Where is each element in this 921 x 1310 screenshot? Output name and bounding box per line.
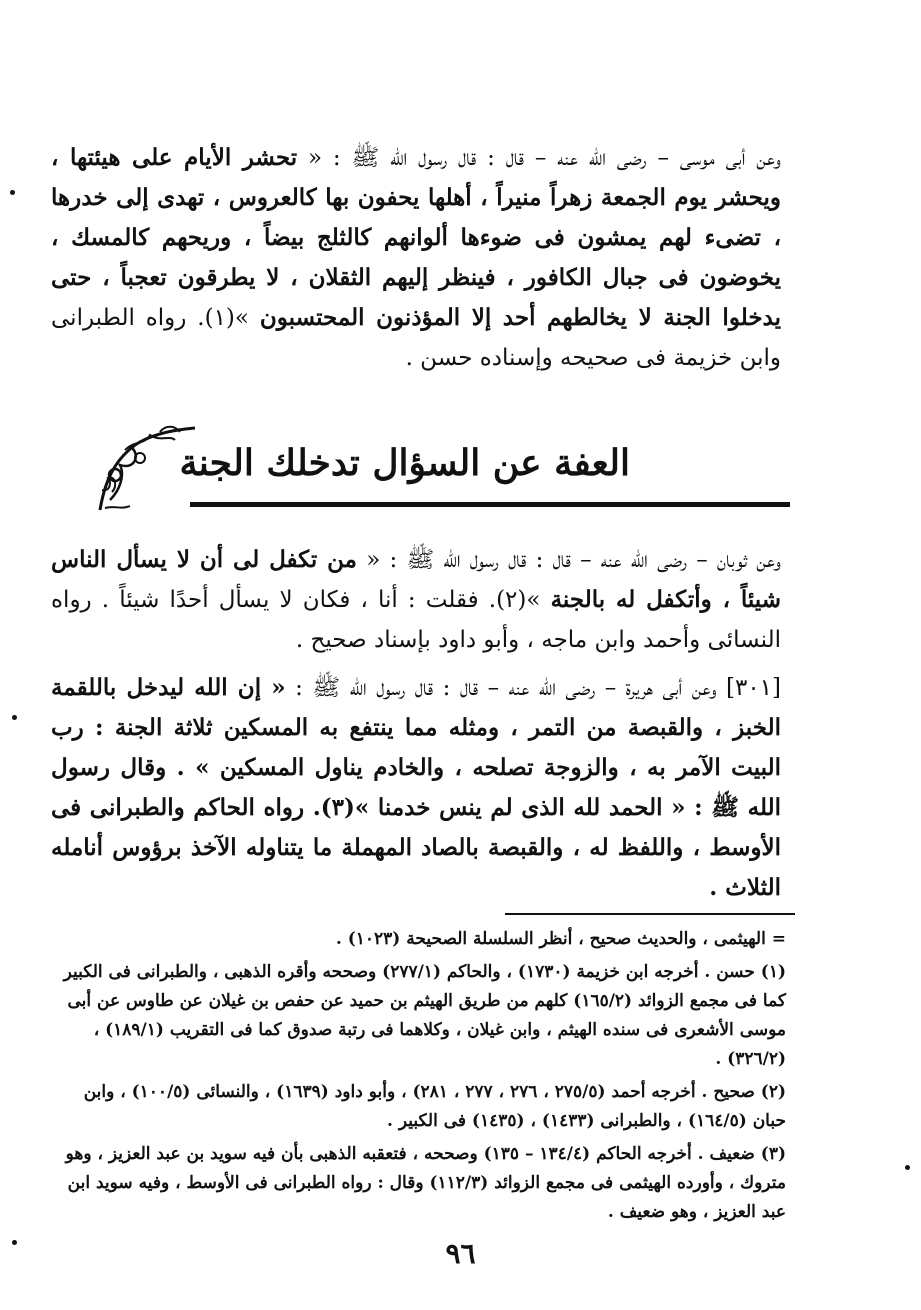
scan-speck	[12, 715, 17, 720]
page-number: ٩٦	[445, 1237, 476, 1270]
hadith-text: من تكفل لى أن لا يسأل الناس شيئاً ، وأتكفل له بالجنة	[51, 546, 782, 613]
footnote-3: (٣) ضعيف . أخرجه الحاكم (١٣٤/٤ – ١٣٥) وصححه ، فتعقبه الذهبى بأن فيه سويد بن عبد العزيز ، وهو متروك ، وأورده الهيثمى فى مجمع الزوائد (١١٢/٣) وقال : رواه الطبرانى فى الأوسط ، وفيه سويد ابن عبد العزيز ، وهو ضعيف .	[65, 1144, 786, 1222]
narration-intro: وعن أبى موسى – رضى الله عنه – قال : قال رسول الله ﷺ : «	[308, 145, 781, 171]
scan-speck	[905, 1165, 910, 1170]
footnote-1: (١) حسن . أخرجه ابن خزيمة (١٧٣٠) ، والحاكم (٢٧٧/١) وصححه وأقره الذهبى ، والطبرانى فى الكبير كما فى مجمع الزوائد (١٦٥/٢) كلهم من طريق الهيثم بن حميد عن حفص بن غيلان عن طاوس عن أبى موسى الأشعرى فى سنده الهيثم ، وابن غيلان ، وكلاهما فى رتبة صدوق كما فى التقريب (١٨٩/١) ، (٣٢٦/٢) .	[63, 962, 786, 1069]
scan-speck	[12, 1240, 17, 1245]
footnote-continuation: = الهيثمى ، والحديث صحيح ، أنظر السلسلة الصحيحة (١٠٢٣) .	[335, 929, 786, 949]
footnote-2: (٢) صحيح . أخرجه أحمد (٢٧٥/٥ ، ٢٧٦ ، ٢٧٧ ، ٢٨١) ، وأبو داود (١٦٣٩) ، والنسائى (١٠٠/٥) ، وابن حبان (١٦٤/٥) ، والطبرانى (١٤٣٣) ، (١٤٣٥) فى الكبير .	[83, 1082, 786, 1131]
narration-source: »(٢). فقلت : أنا ، فكان لا يسأل أحدًا شيئاً . رواه النسائى وأحمد وابن ماجه ، وأبو داود بإسناد صحيح .	[51, 587, 781, 653]
hadith-text: « إن الله ليدخل باللقمة الخبز ، والقبصة من التمر ، ومثله مما ينتفع به المسكين ثلاثة الجنة : رب البيت الآمر به ، والزوجة تصلحه ، والخادم يناول المسكين » . وقال رسول الله ﷺ : « الحمد لله الذى لم ينس خدمنا »(٣). رواه الحاكم والطبرانى فى الأوسط ، واللفظ له ، والقبصة بالصاد المهملة ما يتناوله الآخذ برؤوس أنامله الثلاث .	[51, 674, 781, 901]
hadith-paragraph-abu-musa	[51, 138, 781, 378]
narration-intro: [٣٠١] وعن أبى هريرة – رضى الله عنه – قال : قال رسول الله ﷺ :	[295, 675, 782, 701]
hadith-paragraph-abu-hurayra	[51, 668, 781, 908]
hadith-text: تحشر الأيام على هيئتها ، ويحشر يوم الجمعة زهراً منيراً ، أهلها يحفون بها كالعروس ، تهدى إلى خدرها ، تضىء لهم يمشون فى ضوءها ألوانهم كالثلج بيضاً ، وريحهم كالمسك ، يخوضون فى جبال الكافور ، فينظر إليهم الثقلان ، لا يطرقون تعجباً ، حتى يدخلوا الجنة لا يخالطهم أحد إلا المؤذنون المحتسبون	[51, 144, 782, 331]
narration-intro: وعن ثوبان – رضى الله عنه – قال : قال رسول الله ﷺ : «	[366, 547, 782, 573]
section-header	[90, 420, 790, 520]
scan-speck	[10, 190, 15, 195]
header-divider	[190, 502, 790, 507]
footnote-divider	[505, 913, 795, 915]
section-title: العفة عن السؤال تدخلك الجنة	[179, 442, 630, 484]
hadith-paragraph-thawban	[51, 540, 781, 660]
footnotes	[46, 925, 786, 1231]
narration-source: »(١). رواه الطبرانى وابن خزيمة فى صحيحه وإسناده حسن .	[51, 305, 781, 371]
